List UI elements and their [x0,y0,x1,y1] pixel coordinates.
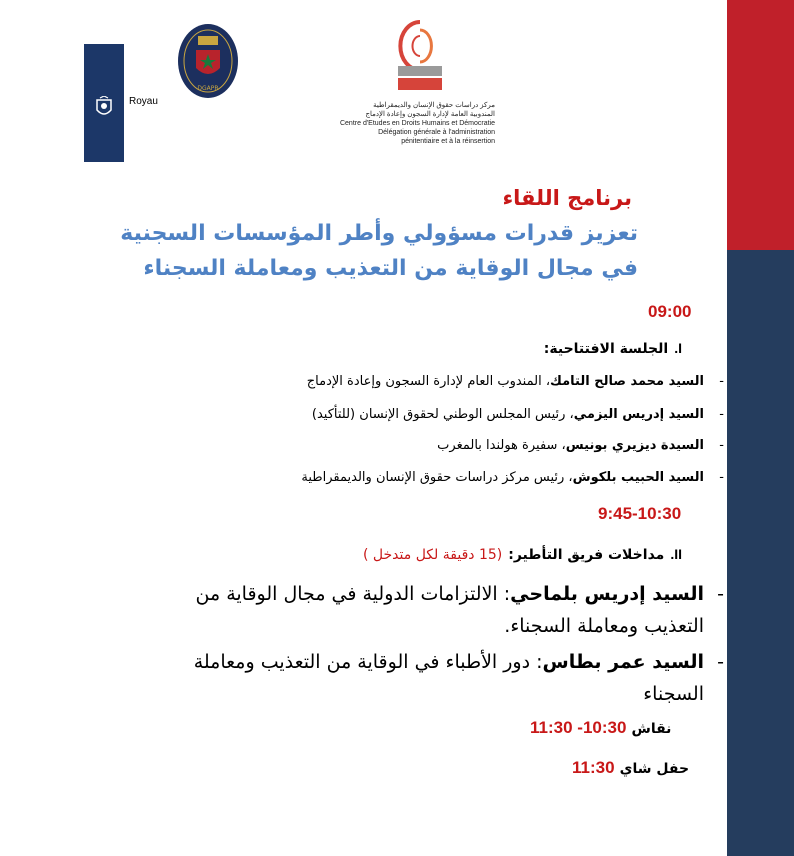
bullet-dash: - [717,651,724,673]
speaker-role: : الالتزامات الدولية في مجال الوقاية من التعذيب ومعاملة السجناء. [195,583,704,637]
speaker-name: السيد إدريس بلماحي [510,583,704,605]
cedhd-logo-text [320,101,495,146]
speaker-item [437,438,724,453]
cedhd-line: مركز دراسات حقوق الإنسان والديمقراطية [373,102,495,109]
speaker-item [301,470,724,485]
speaker-role: ، رئيس مركز دراسات حقوق الإنسان والديمقراطية [301,470,573,485]
sidebar-red-band [727,0,794,250]
session2-heading [363,546,682,563]
bullet-dash: - [719,374,724,389]
speaker-item [306,374,724,389]
discussion-label: نقاش [631,721,672,737]
bullet-dash: - [719,470,724,485]
sidebar-navy-band [727,250,794,856]
dgapr-emblem [176,22,240,100]
dgapr-emblem-icon [176,22,240,100]
tea-time: 11:30 [572,758,615,777]
session2-label: مداخلات فريق التأطير: [508,547,665,563]
speaker-name: السيدة ديزيري بونيس [565,438,704,453]
netherlands-logo-text: Royau [129,96,158,107]
speaker-role: ، رئيس المجلس الوطني لحقوق الإنسان (للتأكيد) [311,407,574,422]
speaker-name: السيد عمر بطاس [542,651,704,673]
speaker-role: : دور الأطباء في الوقاية من التعذيب ومعاملة السجناء [193,651,704,705]
session2-number: II. [670,546,682,562]
speaker-name: السيد إدريس اليزمي [573,407,704,422]
discussion-row [530,718,675,738]
speaker-item [174,578,724,642]
program-title-line-1: تعزيز قدرات مسؤولي وأطر المؤسسات السجنية [120,221,638,246]
tea-label: حفل شاي [619,761,690,777]
speaker-role: ، المندوب العام لإدارة السجون وإعادة الإدماج [306,374,551,389]
program-title-line-2: في مجال الوقاية من التعذيب ومعاملة السجناء [143,256,638,281]
session1-label: الجلسة الافتتاحية: [543,341,669,357]
session1-heading [544,340,682,357]
cedhd-line: Délégation générale à l'administration [378,129,495,136]
session2-time: 9:45-10:30 [598,504,682,523]
discussion-time: 10:30- 11:30 [530,718,627,737]
cedhd-line: pénitentiaire et à la réinsertion [401,138,495,145]
speaker-item [311,407,724,422]
session1-number: I. [674,340,682,356]
bullet-dash: - [719,407,724,422]
cedhd-logo-icon [396,18,444,100]
cedhd-line: المندوبية العامة لإدارة السجون وإعادة الإدماج [365,111,495,118]
speaker-name: السيد الحبيب بلكوش [572,470,704,485]
session2-note: (15 دقيقة لكل متدخل ) [363,547,503,563]
bullet-dash: - [719,438,724,453]
cedhd-line: Centre d'Etudes en Droits Humains et Démocratie [339,120,495,127]
tea-row [572,758,693,778]
session1-time: 09:00 [648,302,692,321]
dgapr-label: DGAPR [197,85,219,92]
bullet-dash: - [717,583,724,605]
program-heading: برنامج اللقاء [502,186,632,210]
speaker-name: السيد محمد صالح التامك [550,374,704,389]
speaker-role: ، سفيرة هولندا بالمغرب [437,438,566,453]
cedhd-logo [396,18,444,100]
netherlands-crest-icon [93,96,115,120]
netherlands-logo [84,44,124,162]
speaker-item [174,646,724,710]
